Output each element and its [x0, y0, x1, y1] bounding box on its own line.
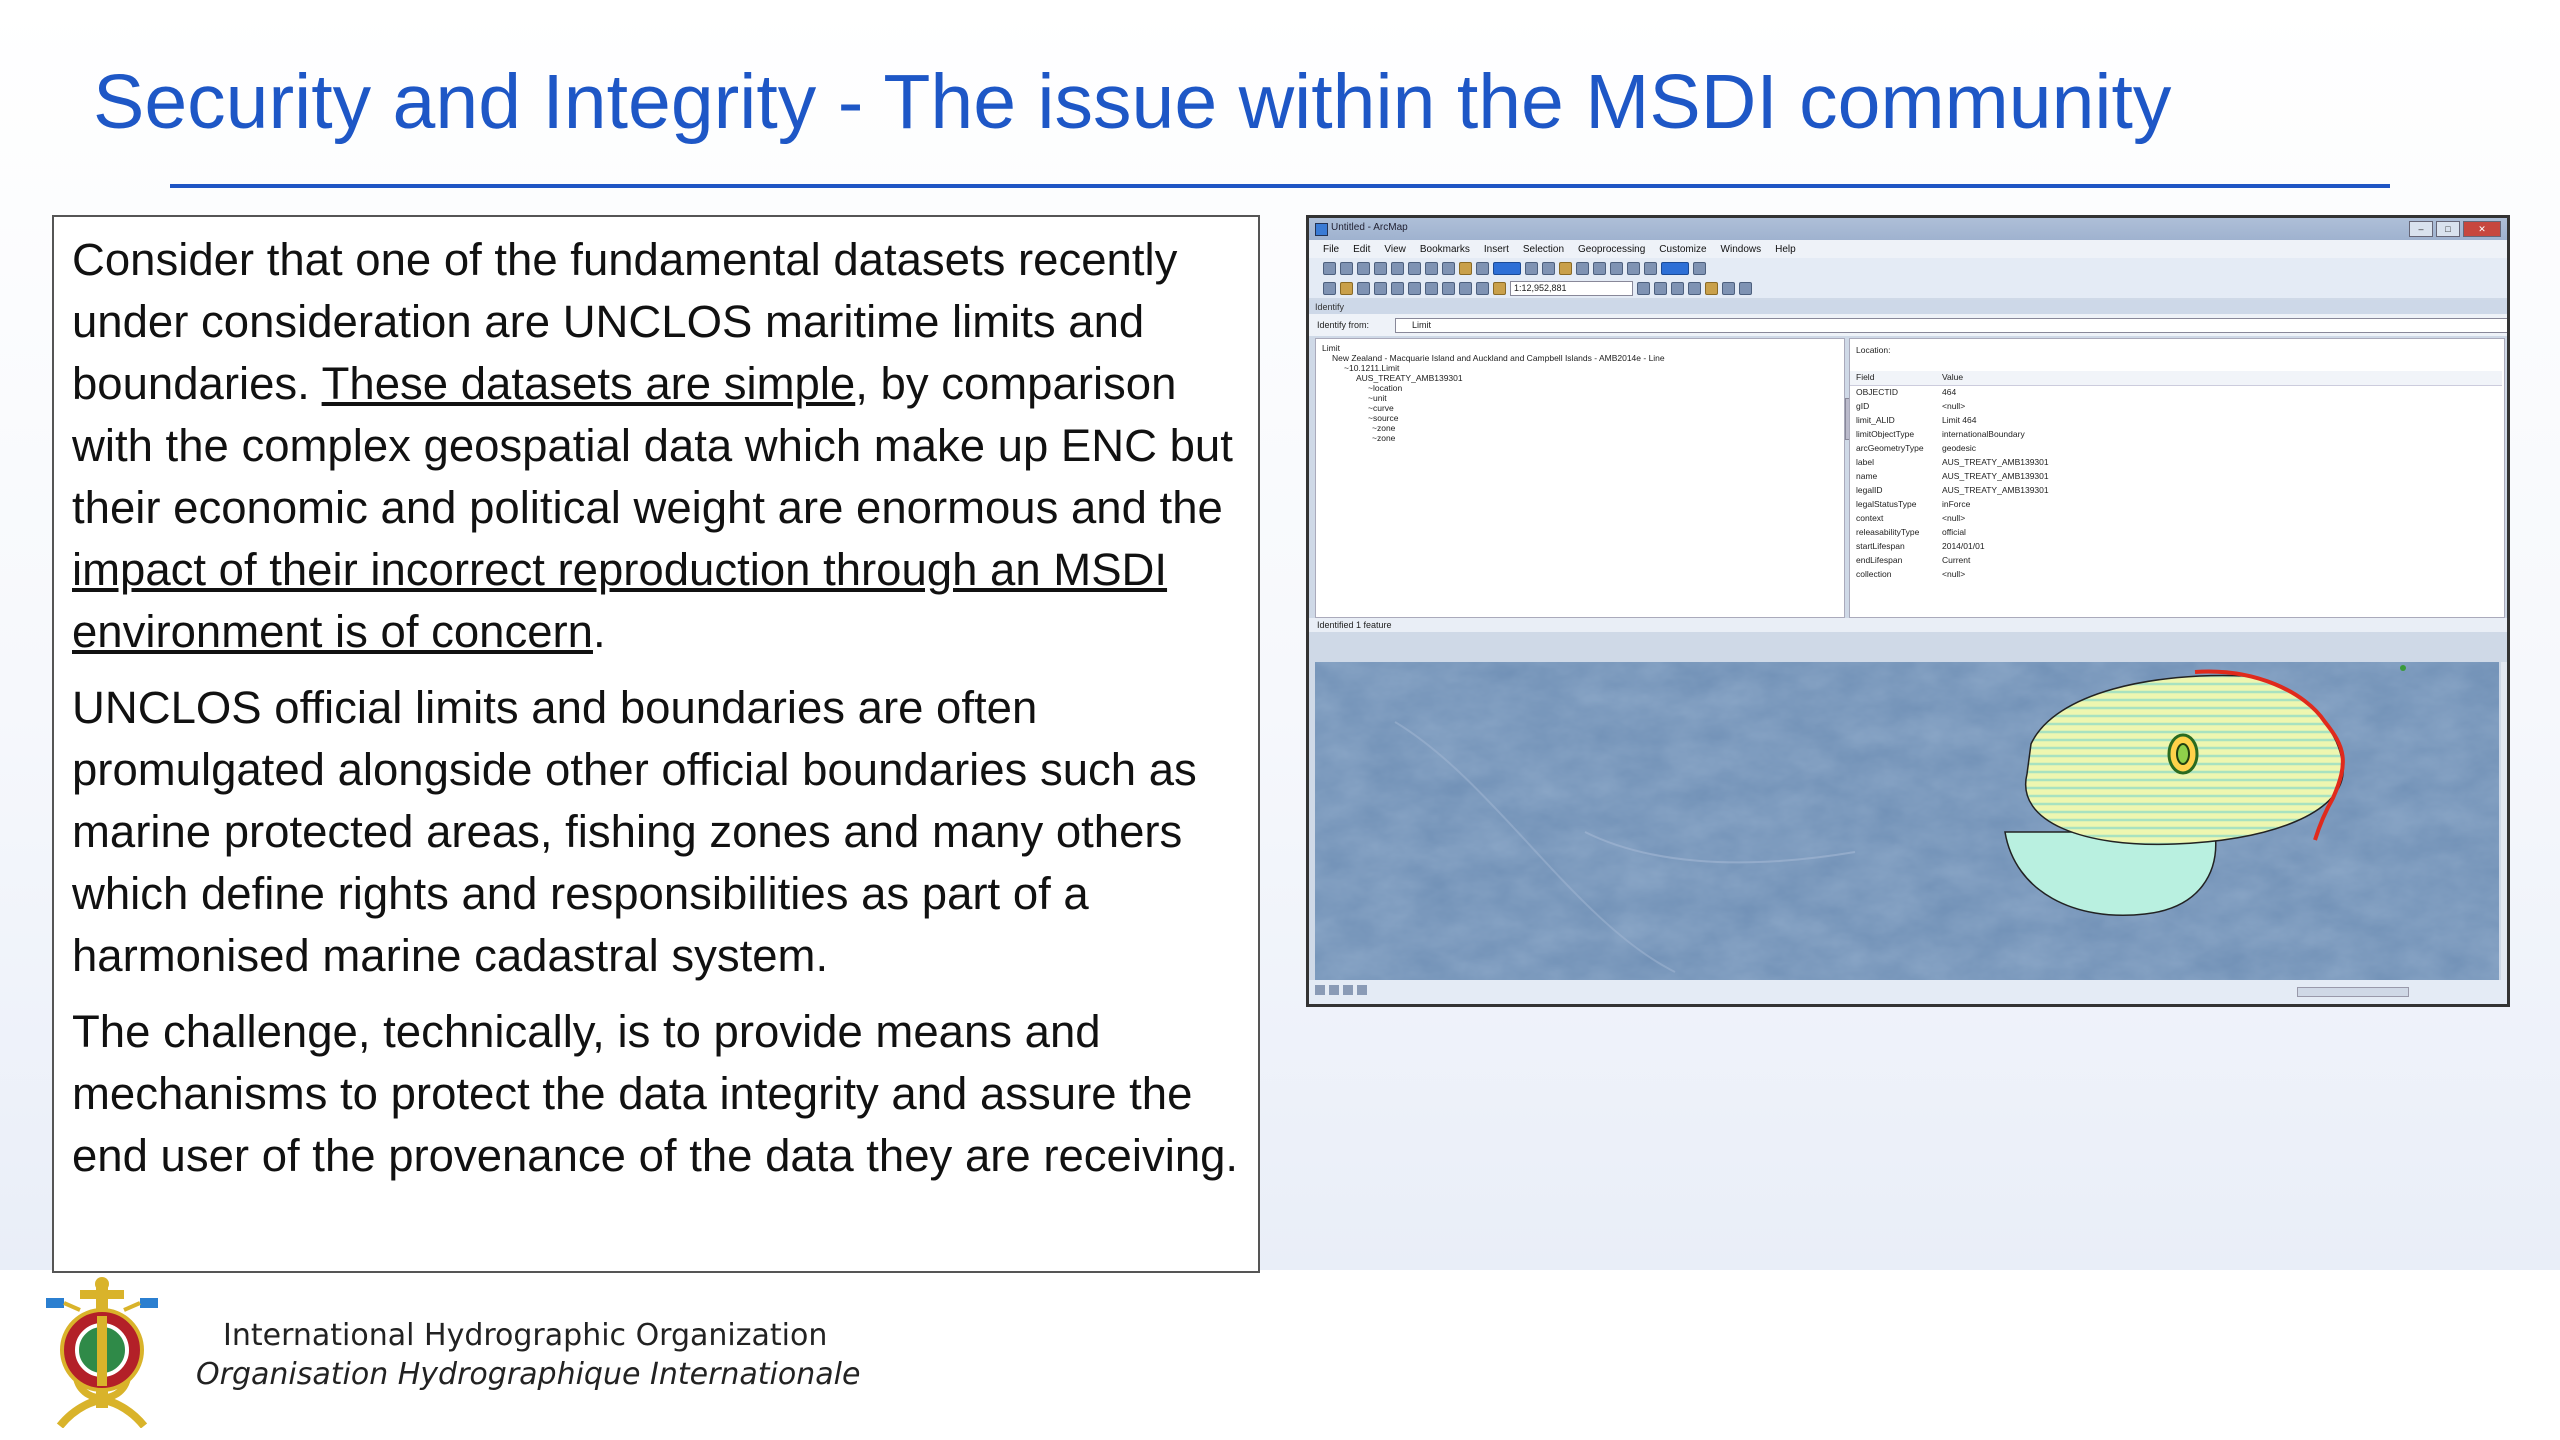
tree-item-layer[interactable]: New Zealand - Macquarie Island and Auckland and Campbell Islands - AMB2014e - Line: [1332, 353, 1665, 363]
attribute-row[interactable]: [1856, 527, 2496, 541]
attribute-row[interactable]: [1856, 499, 2496, 513]
select-elements-icon[interactable]: [1476, 262, 1489, 275]
catalog-icon[interactable]: [1671, 282, 1684, 295]
menu-file[interactable]: File: [1323, 243, 1340, 255]
tree-item-child[interactable]: ~curve: [1368, 403, 1394, 413]
attribute-header-row: [1850, 371, 2502, 386]
map-status-bar: [1309, 980, 2507, 1004]
attribute-value: <null>: [1942, 569, 1966, 579]
paragraph-2: UNCLOS official limits and boundaries are often promulgated alongside other official boundaries such as marine protected areas, fishing zones and many others which define rights and responsibilities as part of a harmonised marine cadastral system.: [72, 682, 1197, 981]
attribute-value: Current: [1942, 555, 1971, 565]
attribute-field: legalID: [1856, 485, 1883, 495]
attribute-field: startLifespan: [1856, 541, 1905, 551]
menu-bar: [1309, 240, 2507, 258]
attribute-value: 2014/01/01: [1942, 541, 1985, 551]
find-icon[interactable]: [1525, 262, 1538, 275]
attribute-value: AUS_TREATY_AMB139301: [1942, 485, 2049, 495]
model-builder-icon[interactable]: [1739, 282, 1752, 295]
attribute-row[interactable]: [1856, 555, 2496, 569]
menu-customize[interactable]: Customize: [1659, 243, 1707, 255]
arctoolbox-icon[interactable]: [1705, 282, 1718, 295]
attribute-row[interactable]: [1856, 429, 2496, 443]
layout-view-icon[interactable]: [1329, 985, 1339, 995]
add-data-icon[interactable]: [1493, 282, 1506, 295]
attribute-value: inForce: [1942, 499, 1971, 509]
time-slider-icon[interactable]: [1593, 262, 1606, 275]
layout-view-buttons: [1315, 985, 1367, 995]
open-icon[interactable]: [1340, 282, 1353, 295]
attribute-value: Limit 464: [1942, 415, 1977, 425]
data-view-icon[interactable]: [1315, 985, 1325, 995]
attribute-row[interactable]: [1856, 569, 2496, 583]
slide-title: Security and Integrity - The issue within the MSDI community: [93, 59, 2172, 145]
attribute-row[interactable]: [1856, 485, 2496, 499]
attribute-row[interactable]: [1856, 541, 2496, 555]
refresh-icon[interactable]: [1343, 985, 1353, 995]
georeferencing-icon[interactable]: [1644, 262, 1657, 275]
small-island: [2400, 665, 2406, 671]
attribute-field: gID: [1856, 401, 1870, 411]
identify-from-label: Identify from:: [1317, 320, 1370, 330]
menu-edit[interactable]: Edit: [1353, 243, 1371, 255]
table-of-contents-icon[interactable]: [1654, 282, 1667, 295]
identify-results-tree: [1315, 338, 1845, 618]
tree-item-record[interactable]: AUS_TREATY_AMB139301: [1356, 373, 1463, 383]
paste-icon[interactable]: [1425, 282, 1438, 295]
full-extent-icon[interactable]: [1374, 262, 1387, 275]
attribute-field: arcGeometryType: [1856, 443, 1924, 453]
delete-icon[interactable]: [1442, 282, 1455, 295]
attribute-row[interactable]: [1856, 471, 2496, 485]
paragraph-3: The challenge, technically, is to provide means and mechanisms to protect the data integrity and assure the end user of the provenance of the data they are receiving.: [72, 1006, 1239, 1181]
menu-geoprocessing[interactable]: Geoprocessing: [1578, 243, 1646, 255]
fixed-zoom-in-icon[interactable]: [1391, 262, 1404, 275]
redo-icon[interactable]: [1476, 282, 1489, 295]
tree-item-child[interactable]: ~source: [1368, 413, 1399, 423]
island: [2177, 744, 2189, 764]
snapping-icon[interactable]: [1627, 262, 1640, 275]
map-scale-field[interactable]: 1:12,952,881: [1510, 281, 1633, 296]
undo-icon[interactable]: [1459, 282, 1472, 295]
print-doc-icon[interactable]: [1374, 282, 1387, 295]
zoom-out-icon[interactable]: [1340, 262, 1353, 275]
attribute-row[interactable]: [1856, 443, 2496, 457]
attribute-row[interactable]: [1856, 513, 2496, 527]
map-view[interactable]: [1315, 662, 2499, 980]
identify-icon[interactable]: [1493, 262, 1521, 275]
window-title: Untitled - ArcMap: [1331, 222, 1408, 233]
attribute-value: <null>: [1942, 401, 1966, 411]
copy-icon[interactable]: [1408, 282, 1421, 295]
attribute-value: <null>: [1942, 513, 1966, 523]
attribute-value: AUS_TREATY_AMB139301: [1942, 457, 2049, 467]
save-icon[interactable]: [1357, 282, 1370, 295]
menu-selection[interactable]: Selection: [1522, 243, 1565, 255]
select-features-icon[interactable]: [1459, 262, 1472, 275]
attribute-row[interactable]: [1856, 401, 2496, 415]
print-icon[interactable]: [1693, 262, 1706, 275]
standard-toolbar: [1309, 278, 2507, 298]
tree-item-child[interactable]: ~location: [1368, 383, 1403, 393]
measure-icon[interactable]: [1542, 262, 1555, 275]
layer-dropdown-icon[interactable]: [1661, 262, 1689, 275]
iho-logo: [36, 1276, 168, 1428]
column-header-field[interactable]: Field: [1856, 372, 1875, 382]
attribute-table: [1849, 338, 2505, 618]
close-button[interactable]: ✕: [2463, 221, 2501, 237]
menu-insert[interactable]: Insert: [1483, 243, 1509, 255]
search-icon[interactable]: [1688, 282, 1701, 295]
menu-bookmarks[interactable]: Bookmarks: [1419, 243, 1470, 255]
attribute-field: endLifespan: [1856, 555, 1903, 565]
fixed-zoom-out-icon[interactable]: [1408, 262, 1421, 275]
editor-icon[interactable]: [1610, 262, 1623, 275]
attribute-value: internationalBoundary: [1942, 429, 2025, 439]
horizontal-scrollbar[interactable]: [2297, 987, 2409, 997]
location-label: Location:: [1856, 345, 1891, 355]
paragraph-1-text-b: , by comparison with the complex geospatial data which make up ENC but their economic and political weight are enormous and the: [72, 358, 1233, 533]
attribute-value: geodesic: [1942, 443, 1977, 453]
attribute-field: label: [1856, 457, 1874, 467]
window-titlebar: [1309, 218, 2507, 240]
html-popup-icon[interactable]: [1576, 262, 1589, 275]
menu-view[interactable]: View: [1384, 243, 1406, 255]
attribute-row[interactable]: [1856, 387, 2496, 401]
paragraph-1-underlined-b: impact of their incorrect reproduction through an MSDI environment is of concern: [72, 544, 1168, 657]
paragraph-1: [72, 229, 1240, 663]
attribute-value: AUS_TREATY_AMB139301: [1942, 471, 2049, 481]
tree-item-root[interactable]: Limit: [1322, 343, 1340, 353]
title-underline: [170, 184, 2390, 188]
column-header-value[interactable]: Value: [1942, 372, 1964, 382]
paragraph-1-text-a: Consider that one of the fundamental datasets recently under consideration are UNCLOS maritime limits and boundaries.: [72, 234, 1178, 409]
editor-toolbar-icon[interactable]: [1637, 282, 1650, 295]
zoom-in-icon[interactable]: [1323, 262, 1336, 275]
maximize-button[interactable]: □: [2436, 221, 2460, 237]
attribute-value: 464: [1942, 387, 1957, 397]
map-vertical-scrollbar[interactable]: [2501, 662, 2509, 980]
tree-item-child[interactable]: ~zone: [1372, 433, 1396, 443]
identify-from-row: [1309, 314, 2507, 336]
menu-windows[interactable]: Windows: [1720, 243, 1762, 255]
tree-item-feature[interactable]: ~10.1211.Limit: [1344, 363, 1400, 373]
attribute-field: collection: [1856, 569, 1892, 579]
paragraph-1-underlined-a: These datasets are simple: [321, 358, 856, 409]
attribute-field: name: [1856, 471, 1878, 481]
pan-icon[interactable]: [1357, 262, 1370, 275]
pause-drawing-icon[interactable]: [1357, 985, 1367, 995]
organization-name-french: Organisation Hydrographique Internationale: [196, 1357, 861, 1392]
new-document-icon[interactable]: [1323, 282, 1336, 295]
tools-toolbar: [1309, 258, 2507, 278]
attribute-value: official: [1942, 527, 1966, 537]
identify-panel-header: Identify: [1309, 300, 2507, 314]
attribute-field: legalStatusType: [1856, 499, 1917, 509]
menu-help[interactable]: Help: [1775, 243, 1796, 255]
hyperlink-icon[interactable]: [1559, 262, 1572, 275]
text-box: [52, 215, 1260, 1273]
attribute-field: limit_ALID: [1856, 415, 1895, 425]
attribute-row[interactable]: [1856, 457, 2496, 471]
python-icon[interactable]: [1722, 282, 1735, 295]
attribute-field: limitObjectType: [1856, 429, 1915, 439]
identify-status: Identified 1 feature: [1309, 618, 2507, 632]
forward-extent-icon[interactable]: [1442, 262, 1455, 275]
tree-item-child[interactable]: ~zone: [1372, 423, 1396, 433]
attribute-field: releasabilityType: [1856, 527, 1920, 537]
paragraph-1-text-c: .: [592, 606, 606, 657]
window-controls: [2409, 221, 2501, 237]
attribute-row[interactable]: [1856, 415, 2496, 429]
cut-icon[interactable]: [1391, 282, 1404, 295]
organization-name-english: International Hydrographic Organization: [223, 1318, 828, 1353]
arcmap-app-icon: [1315, 223, 1328, 236]
minimize-button[interactable]: –: [2409, 221, 2433, 237]
back-extent-icon[interactable]: [1425, 262, 1438, 275]
attribute-field: OBJECTID: [1856, 387, 1899, 397]
arcmap-screenshot: [1306, 215, 2510, 1007]
tree-item-child[interactable]: ~unit: [1368, 393, 1387, 403]
identify-from-select[interactable]: Limit: [1395, 318, 2510, 333]
attribute-field: context: [1856, 513, 1884, 523]
